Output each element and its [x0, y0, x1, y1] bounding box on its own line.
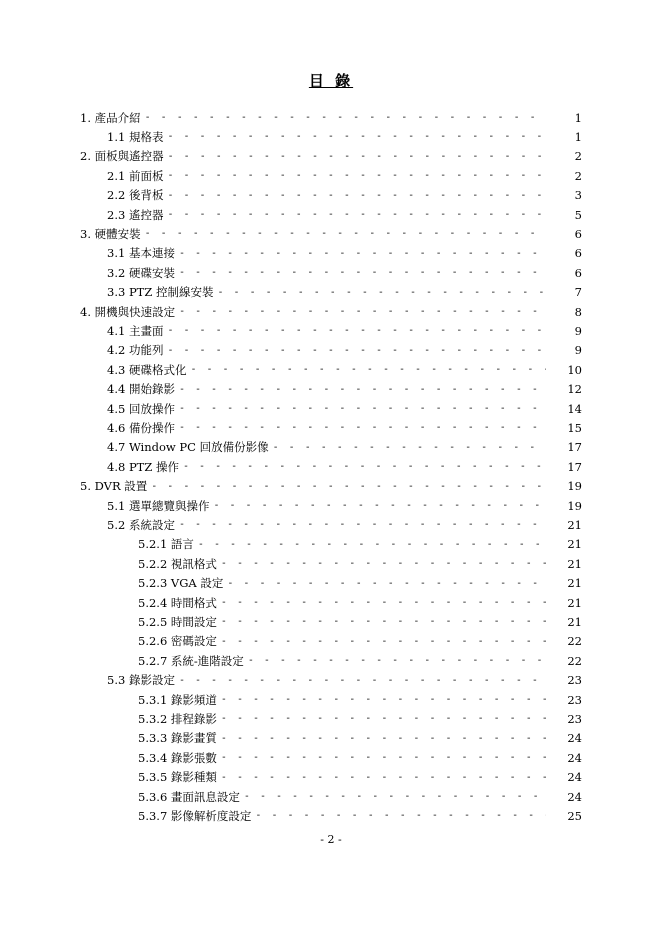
toc-entry-page: 12 — [567, 382, 582, 397]
toc-entry-page: 6 — [574, 246, 582, 261]
dot-leader — [227, 578, 546, 589]
dot-leader — [190, 364, 546, 375]
dot-leader — [168, 151, 546, 162]
toc-entry[interactable] — [107, 283, 582, 302]
document-title-text: 目 錄 — [308, 72, 354, 90]
toc-entry[interactable] — [107, 127, 582, 146]
toc-entry-page: 19 — [567, 498, 582, 513]
toc-entry-page: 15 — [567, 420, 582, 435]
dot-leader — [167, 170, 546, 181]
toc-entry[interactable] — [80, 147, 582, 166]
dot-leader — [255, 810, 546, 821]
dot-leader — [221, 752, 546, 763]
toc-entry-page: 23 — [567, 711, 582, 726]
document-title — [0, 70, 662, 91]
toc-entry-page: 6 — [574, 226, 582, 241]
toc-entry[interactable] — [138, 535, 582, 554]
toc-entry-label: 2.1 前面板 — [107, 168, 164, 183]
toc-entry-label: 5.3.5 錄影種類 — [138, 770, 217, 785]
toc-entry-label: 5.2.2 視訊格式 — [138, 556, 217, 571]
dot-leader — [167, 131, 546, 142]
dot-leader — [151, 481, 546, 492]
dot-leader — [179, 675, 546, 686]
toc-entry-page: 24 — [567, 731, 582, 746]
toc-entry-label: 4. 開機與快速設定 — [80, 304, 176, 319]
toc-entry[interactable] — [80, 477, 582, 496]
toc-entry-page: 24 — [567, 789, 582, 804]
toc-entry-page: 17 — [567, 459, 582, 474]
toc-entry[interactable] — [80, 108, 582, 127]
toc-entry[interactable] — [138, 787, 582, 806]
toc-entry-page: 9 — [574, 343, 582, 358]
toc-entry-label: 5.1 選單總覽與操作 — [107, 498, 210, 513]
toc-entry[interactable] — [138, 806, 582, 825]
toc-entry[interactable] — [138, 632, 582, 651]
toc-entry-page: 1 — [574, 110, 582, 125]
toc-entry[interactable] — [80, 302, 582, 321]
dot-leader — [248, 655, 546, 666]
toc-entry[interactable] — [80, 224, 582, 243]
toc-entry[interactable] — [107, 671, 582, 690]
dot-leader — [179, 306, 546, 317]
toc-entry[interactable] — [138, 574, 582, 593]
toc-entry-page: 22 — [567, 653, 582, 668]
toc-entry-page: 2 — [574, 149, 582, 164]
toc-entry-page: 23 — [567, 673, 582, 688]
toc-entry-page: 22 — [567, 634, 582, 649]
toc-entry[interactable] — [107, 205, 582, 224]
toc-entry[interactable] — [107, 418, 582, 437]
toc-entry-label: 4.6 備份操作 — [107, 420, 175, 435]
toc-entry-page: 7 — [574, 285, 582, 300]
toc-entry[interactable] — [107, 399, 582, 418]
toc-entry[interactable] — [138, 729, 582, 748]
dot-leader — [221, 636, 546, 647]
dot-leader — [145, 112, 546, 123]
toc-entry-label: 4.5 回放操作 — [107, 401, 175, 416]
toc-entry[interactable] — [138, 709, 582, 728]
toc-entry[interactable] — [107, 438, 582, 457]
dot-leader — [198, 539, 546, 550]
toc-entry[interactable] — [107, 321, 582, 340]
toc-entry-page: 5 — [574, 207, 582, 222]
dot-leader — [167, 345, 546, 356]
toc-entry-label: 5.2.3 VGA 設定 — [138, 576, 224, 591]
toc-entry[interactable] — [138, 748, 582, 767]
toc-entry[interactable] — [107, 166, 582, 185]
toc-entry-page: 9 — [574, 323, 582, 338]
toc-entry-page: 24 — [567, 750, 582, 765]
dot-leader — [179, 422, 546, 433]
toc-entry[interactable] — [107, 263, 582, 282]
toc-entry[interactable] — [107, 496, 582, 515]
toc-entry-label: 3. 硬體安裝 — [80, 226, 141, 241]
page-number-footer: - 2 - — [320, 833, 342, 846]
dot-leader — [221, 694, 546, 705]
toc-entry-label: 5.2.7 系統-進階設定 — [138, 653, 244, 668]
dot-leader — [145, 228, 546, 239]
toc-entry[interactable] — [107, 341, 582, 360]
toc-entry-label: 4.7 Window PC 回放備份影像 — [107, 440, 269, 455]
dot-leader — [183, 461, 546, 472]
toc-entry-label: 4.1 主畫面 — [107, 323, 164, 338]
toc-entry-page: 8 — [574, 304, 582, 319]
toc-entry[interactable] — [107, 186, 582, 205]
toc-entry-page: 21 — [567, 556, 582, 571]
toc-entry-label: 5.3.3 錄影畫質 — [138, 731, 217, 746]
dot-leader — [179, 384, 546, 395]
dot-leader — [167, 209, 546, 220]
toc-entry-label: 5. DVR 設置 — [80, 479, 148, 494]
toc-entry-page: 21 — [567, 576, 582, 591]
dot-leader — [179, 403, 546, 414]
toc-entry-label: 4.8 PTZ 操作 — [107, 459, 179, 474]
toc-entry-label: 4.3 硬碟格式化 — [107, 362, 187, 377]
toc-entry[interactable] — [107, 360, 582, 379]
toc-entry-label: 5.3.4 錄影張數 — [138, 750, 217, 765]
toc-entry-label: 3.1 基本連接 — [107, 246, 175, 261]
toc-entry-label: 4.4 開始錄影 — [107, 382, 175, 397]
toc-entry[interactable] — [138, 768, 582, 787]
toc-entry[interactable] — [107, 244, 582, 263]
toc-entry[interactable] — [107, 380, 582, 399]
toc-entry[interactable] — [138, 554, 582, 573]
dot-leader — [221, 558, 546, 569]
toc-entry-page: 24 — [567, 770, 582, 785]
dot-leader — [244, 791, 546, 802]
dot-leader — [167, 325, 546, 336]
toc-entry-page: 21 — [567, 517, 582, 532]
dot-leader — [221, 733, 546, 744]
toc-entry-label: 1.1 規格表 — [107, 129, 164, 144]
toc-entry-label: 5.3.7 影像解析度設定 — [138, 808, 252, 823]
dot-leader — [213, 500, 546, 511]
toc-entry[interactable] — [107, 515, 582, 534]
dot-leader — [167, 190, 546, 201]
toc-entry[interactable] — [138, 593, 582, 612]
toc-entry-page: 23 — [567, 692, 582, 707]
toc-entry-page: 19 — [567, 479, 582, 494]
toc-entry-label: 1. 產品介紹 — [80, 110, 141, 125]
toc-entry-page: 21 — [567, 595, 582, 610]
toc-entry-label: 5.3.1 錄影頻道 — [138, 692, 217, 707]
dot-leader — [273, 442, 546, 453]
dot-leader — [179, 248, 546, 259]
toc-entry-label: 3.3 PTZ 控制線安裝 — [107, 285, 214, 300]
toc-entry-page: 6 — [574, 265, 582, 280]
toc-entry-label: 2.3 遙控器 — [107, 207, 164, 222]
dot-leader — [179, 267, 546, 278]
toc-entry-label: 2.2 後背板 — [107, 188, 164, 203]
toc-entry-label: 5.2.4 時間格式 — [138, 595, 217, 610]
toc-entry[interactable] — [138, 690, 582, 709]
dot-leader — [218, 287, 547, 298]
dot-leader — [221, 713, 546, 724]
dot-leader — [179, 519, 546, 530]
toc-entry-label: 5.2.6 密碼設定 — [138, 634, 217, 649]
toc-entry-page: 21 — [567, 614, 582, 629]
dot-leader — [221, 616, 546, 627]
toc-entry-label: 3.2 硬碟安裝 — [107, 265, 175, 280]
toc-entry-label: 2. 面板與遙控器 — [80, 149, 164, 164]
toc-entry-label: 5.3.2 排程錄影 — [138, 711, 217, 726]
toc-entry-page: 17 — [567, 440, 582, 455]
toc-entry-page: 2 — [574, 168, 582, 183]
toc-entry-page: 3 — [574, 188, 582, 203]
toc-entry-label: 5.2.1 語言 — [138, 537, 194, 552]
toc-entry-label: 5.2.5 時間設定 — [138, 614, 217, 629]
dot-leader — [221, 772, 546, 783]
toc-entry-label: 5.3 錄影設定 — [107, 673, 175, 688]
toc-entry[interactable] — [107, 457, 582, 476]
toc-entry-label: 5.3.6 畫面訊息設定 — [138, 789, 240, 804]
toc-entry[interactable] — [138, 651, 582, 670]
dot-leader — [221, 597, 546, 608]
toc-entry-page: 10 — [567, 362, 582, 377]
toc-entry[interactable] — [138, 612, 582, 631]
toc-entry-label: 4.2 功能列 — [107, 343, 164, 358]
toc-entry-page: 14 — [567, 401, 582, 416]
toc-entry-page: 25 — [567, 808, 582, 823]
toc-entry-page: 21 — [567, 537, 582, 552]
toc-entry-page: 1 — [574, 129, 582, 144]
toc-entry-label: 5.2 系統設定 — [107, 517, 175, 532]
